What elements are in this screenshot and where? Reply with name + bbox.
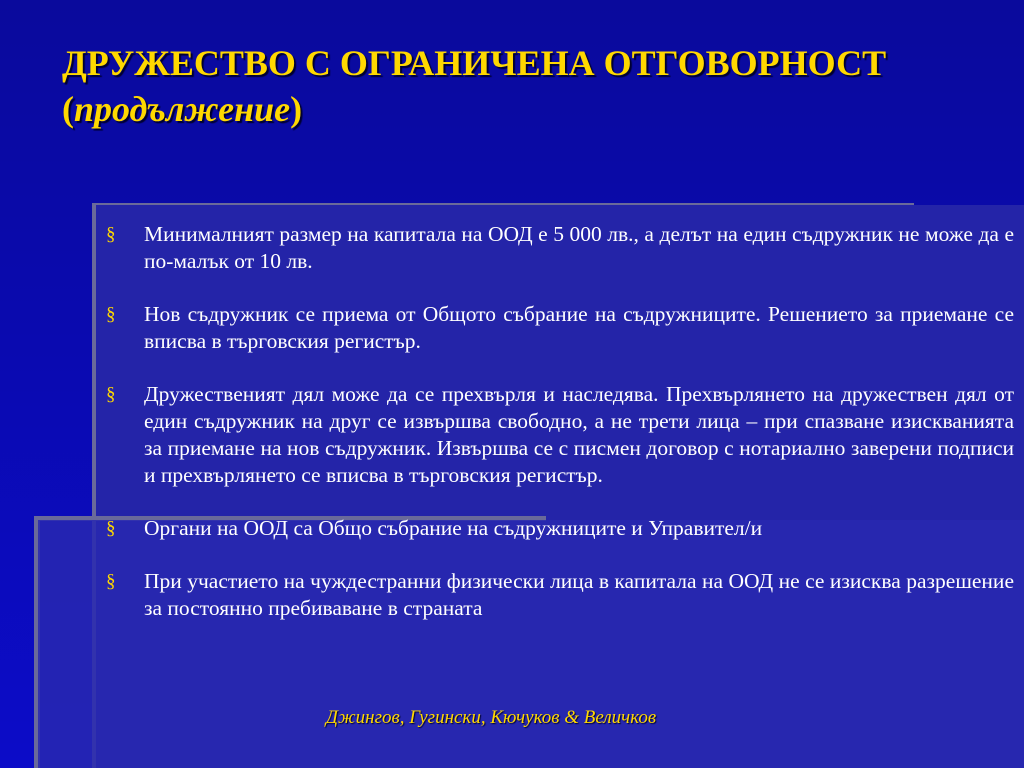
section-sign-icon: §: [106, 304, 116, 325]
bullet-text: При участието на чуждестранни физически лица в капитала на ООД не се изисква разрешение за постоянно пребиваване в страната: [144, 569, 1014, 620]
title-close-paren: ): [290, 89, 303, 129]
bullet-item: [104, 568, 1014, 622]
bullet-item: [104, 221, 1014, 275]
slide-footer-authors: Джингов, Гугински, Кючуков & Величков: [325, 707, 657, 728]
section-sign-icon: §: [106, 224, 116, 245]
bullet-text: Нов съдружник се приема от Общото събрание на съдружниците. Решението за приемане се вписва в търговския регистър.: [144, 302, 1014, 353]
section-sign-icon: §: [106, 571, 116, 592]
slide-title: [62, 40, 1017, 132]
section-sign-icon: §: [106, 384, 116, 405]
bullet-item: [104, 515, 1014, 542]
title-main: ДРУЖЕСТВО С ОГРАНИЧЕНА ОТГОВОРНОСТ: [62, 43, 887, 83]
section-sign-icon: §: [106, 518, 116, 539]
bullet-text: Органи на ООД са Общо събрание на съдружниците и Управител/и: [144, 516, 763, 540]
bullet-item: [104, 381, 1014, 489]
bullet-list: [104, 221, 1014, 648]
title-subtitle: продължение: [74, 89, 291, 129]
bullet-text: Минималният размер на капитала на ООД е 5 000 лв., а делът на един съдружник не може да е по-малък от 10 лв.: [144, 222, 1014, 273]
title-open-paren: (: [62, 89, 74, 129]
bullet-text: Дружественият дял може да се прехвърля и наследява. Прехвърлянето на дружествен дял от един съдружник на друг се извършва свободно, а не трети лица – при спазване изискванията за приемане на нов съдружник. Извършва се с писмен договор с нотариално заверени подписи и прехвърлянето се вписва в търговския регистър.: [144, 382, 1014, 487]
bullet-item: [104, 301, 1014, 355]
